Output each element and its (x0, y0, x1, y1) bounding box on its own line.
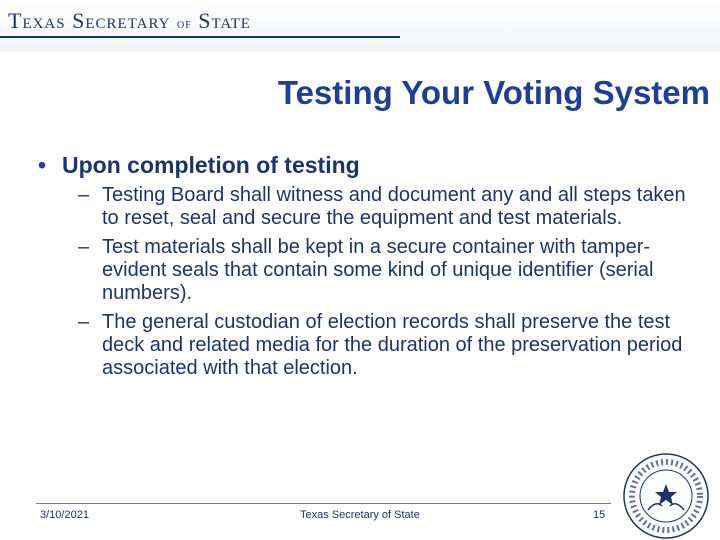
footer-rule (36, 503, 611, 504)
subbullet-item (78, 236, 688, 305)
brand-part2: State (198, 8, 251, 33)
subbullet-item (78, 311, 688, 380)
dash-icon: – (78, 236, 90, 258)
slide-title: Testing Your Voting System (277, 74, 710, 111)
brand-of: of (176, 17, 192, 32)
footer-date: 3/10/2021 (40, 509, 89, 521)
texas-seal-icon (614, 452, 714, 540)
dash-icon: – (78, 311, 90, 333)
slide-content (38, 150, 688, 380)
header-band (0, 0, 720, 52)
bullet-dot-icon: • (38, 152, 47, 178)
bullet-item (38, 150, 688, 180)
subbullet-text: Test materials shall be kept in a secure container with tamper-evident seals that contain some kind of unique identifier (serial numbers). (102, 236, 654, 304)
bullet-text: Upon completion of testing (62, 152, 360, 178)
footer-page-number: 15 (593, 509, 606, 521)
brand-part1: Texas Secretary (8, 8, 171, 33)
subbullet-item (78, 184, 688, 230)
header-rule (0, 36, 400, 38)
subbullet-text: The general custodian of election records shall preserve the test deck and related media for the duration of the preservation period associated with that election. (102, 311, 683, 379)
brand-logo (8, 8, 251, 34)
footer-organization: Texas Secretary of State (300, 509, 420, 521)
subbullet-text: Testing Board shall witness and document any and all steps taken to reset, seal and secure the equipment and test materials. (102, 184, 686, 229)
dash-icon: – (78, 184, 90, 206)
